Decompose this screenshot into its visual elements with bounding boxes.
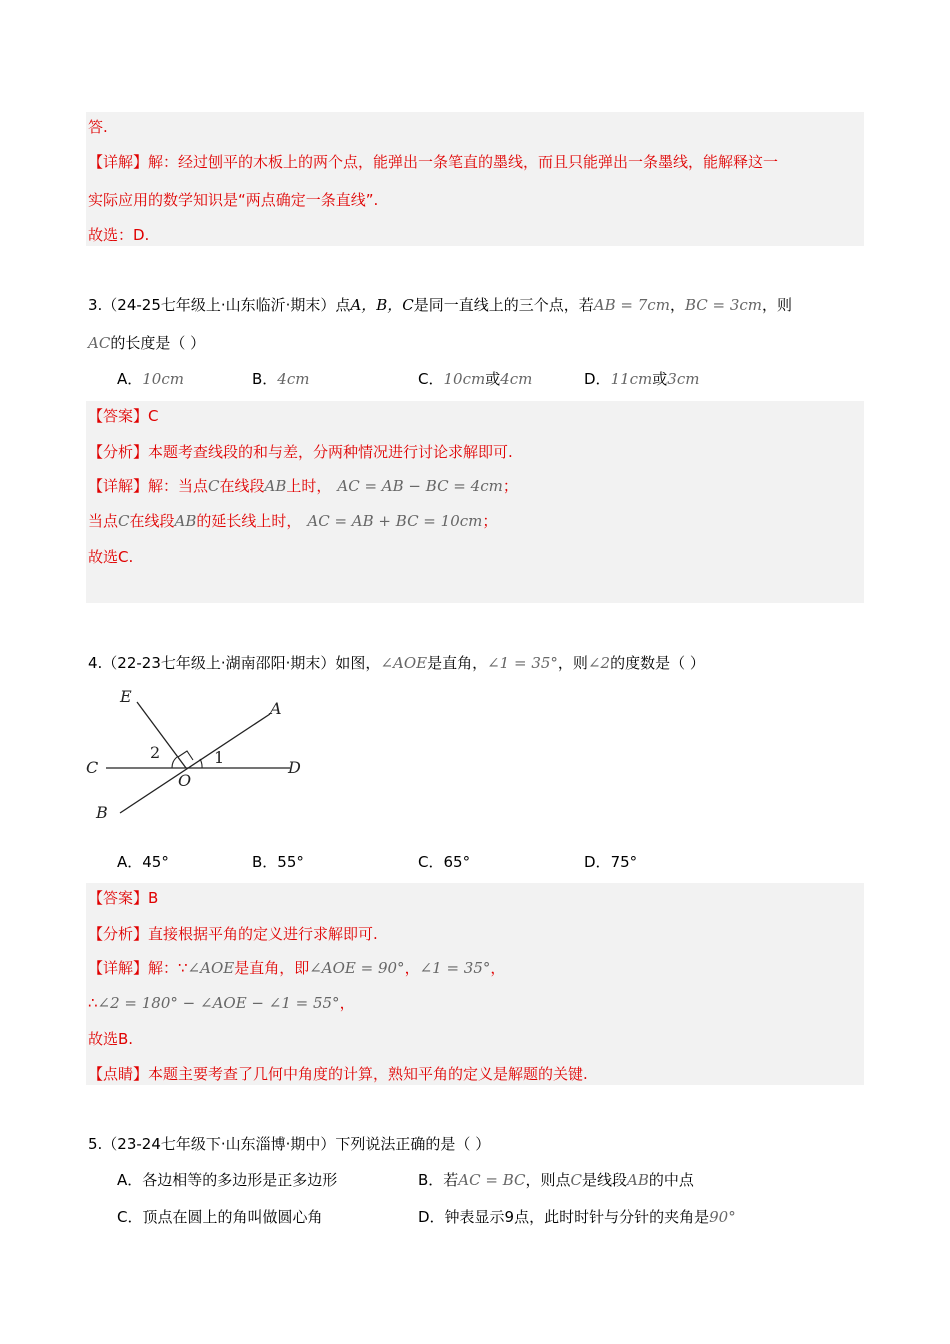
label-c: C: [86, 758, 99, 777]
prev-solution-box: [86, 112, 864, 246]
q3-detail-2: 当点C在线段AB的延长线上时， AC = AB + BC = 10cm；: [88, 512, 498, 530]
q3-points: A，B，C: [350, 296, 414, 314]
q4-detail-2: ∴∠2 = 180° − ∠AOE − ∠1 = 55°，: [88, 994, 355, 1012]
label-d: D: [288, 758, 301, 777]
q5-stem: 5.（23-24七年级下·山东淄博·期中）下列说法正确的是（ ）: [88, 1135, 491, 1153]
q4-option-c[interactable]: C．65°: [418, 853, 471, 871]
angle-figure: [80, 680, 320, 830]
prev-detail-line2: 实际应用的数学知识是“两点确定一条直线”.: [88, 191, 379, 209]
q3-stem-mid: 是同一直线上的三个点，若: [413, 296, 594, 314]
label-angle-2: 2: [150, 743, 161, 762]
label-e: E: [120, 687, 132, 706]
q3-answer: 【答案】C: [88, 407, 159, 425]
q4-stem: 4.（22-23七年级上·湖南邵阳·期末）如图，∠AOE是直角，∠1 = 35°，则∠2的度数是（ ）: [88, 654, 705, 672]
q4-comment: 【点睛】本题主要考查了几何中角度的计算，熟知平角的定义是解题的关键.: [88, 1065, 588, 1083]
line-ab: [120, 714, 270, 813]
q3-math-bc: BC = 3cm: [684, 296, 763, 314]
q3-detail-1: 【详解】解：当点C在线段AB上时， AC = AB − BC = 4cm；: [88, 477, 518, 495]
q3-analysis: 【分析】本题考查线段的和与差，分两种情况进行讨论求解即可.: [88, 443, 513, 461]
label-a: A: [270, 699, 282, 718]
q5-option-a[interactable]: A．各边相等的多边形是正多边形: [117, 1171, 338, 1189]
q3-stem-line2: [88, 332, 205, 354]
q3-length-text: 的长度是（ ）: [110, 334, 206, 352]
right-angle-mark: [178, 751, 193, 760]
q4-option-d[interactable]: D．75°: [584, 853, 638, 871]
q3-option-b[interactable]: B．4cm: [252, 370, 310, 388]
q4-option-a[interactable]: A．45°: [117, 853, 169, 871]
q3-stem-prefix: 3.（24-25七年级上·山东临沂·期末）点: [88, 296, 351, 314]
q4-detail-1: 【详解】解：∵∠AOE是直角，即∠AOE = 90°，∠1 = 35°，: [88, 959, 506, 977]
prev-detail-line1: 【详解】解：经过刨平的木板上的两个点，能弹出一条笔直的墨线，而且只能弹出一条墨线，能解释这一: [88, 153, 779, 171]
label-o: O: [178, 771, 192, 790]
q3-choose: 故选C.: [88, 548, 134, 566]
ray-oe: [137, 702, 186, 768]
prev-answer-tail: 答.: [88, 118, 108, 136]
q4-choose: 故选B.: [88, 1030, 134, 1048]
q3-solution-box: [86, 401, 864, 603]
angle-1-arc: [200, 759, 202, 768]
label-b: B: [96, 803, 108, 822]
q3-stem: [88, 294, 792, 316]
prev-choose: 故选：D.: [88, 226, 150, 244]
q3-comma: ，: [669, 296, 685, 314]
q5-option-b[interactable]: B．若AC = BC，则点C是线段AB的中点: [418, 1171, 694, 1189]
q5-option-d[interactable]: D．钟表显示9点，此时时针与分针的夹角是90°: [418, 1208, 736, 1226]
label-angle-1: 1: [214, 748, 225, 767]
q4-option-b[interactable]: B．55°: [252, 853, 304, 871]
q3-option-d[interactable]: D．11cm或3cm: [584, 370, 700, 388]
q3-option-c[interactable]: C．10cm或4cm: [418, 370, 533, 388]
q3-math-ab: AB = 7cm: [593, 296, 670, 314]
q4-solution-box: [86, 883, 864, 1085]
q3-option-a[interactable]: A．10cm: [117, 370, 184, 388]
q4-analysis: 【分析】直接根据平角的定义进行求解即可.: [88, 925, 378, 943]
angle-2-arc: [172, 757, 177, 768]
q3-stem-end: ，则: [762, 296, 793, 314]
q3-math-ac: AC: [88, 334, 111, 352]
q4-answer: 【答案】B: [88, 889, 159, 907]
q5-option-c[interactable]: C．顶点在圆上的角叫做圆心角: [117, 1208, 323, 1226]
